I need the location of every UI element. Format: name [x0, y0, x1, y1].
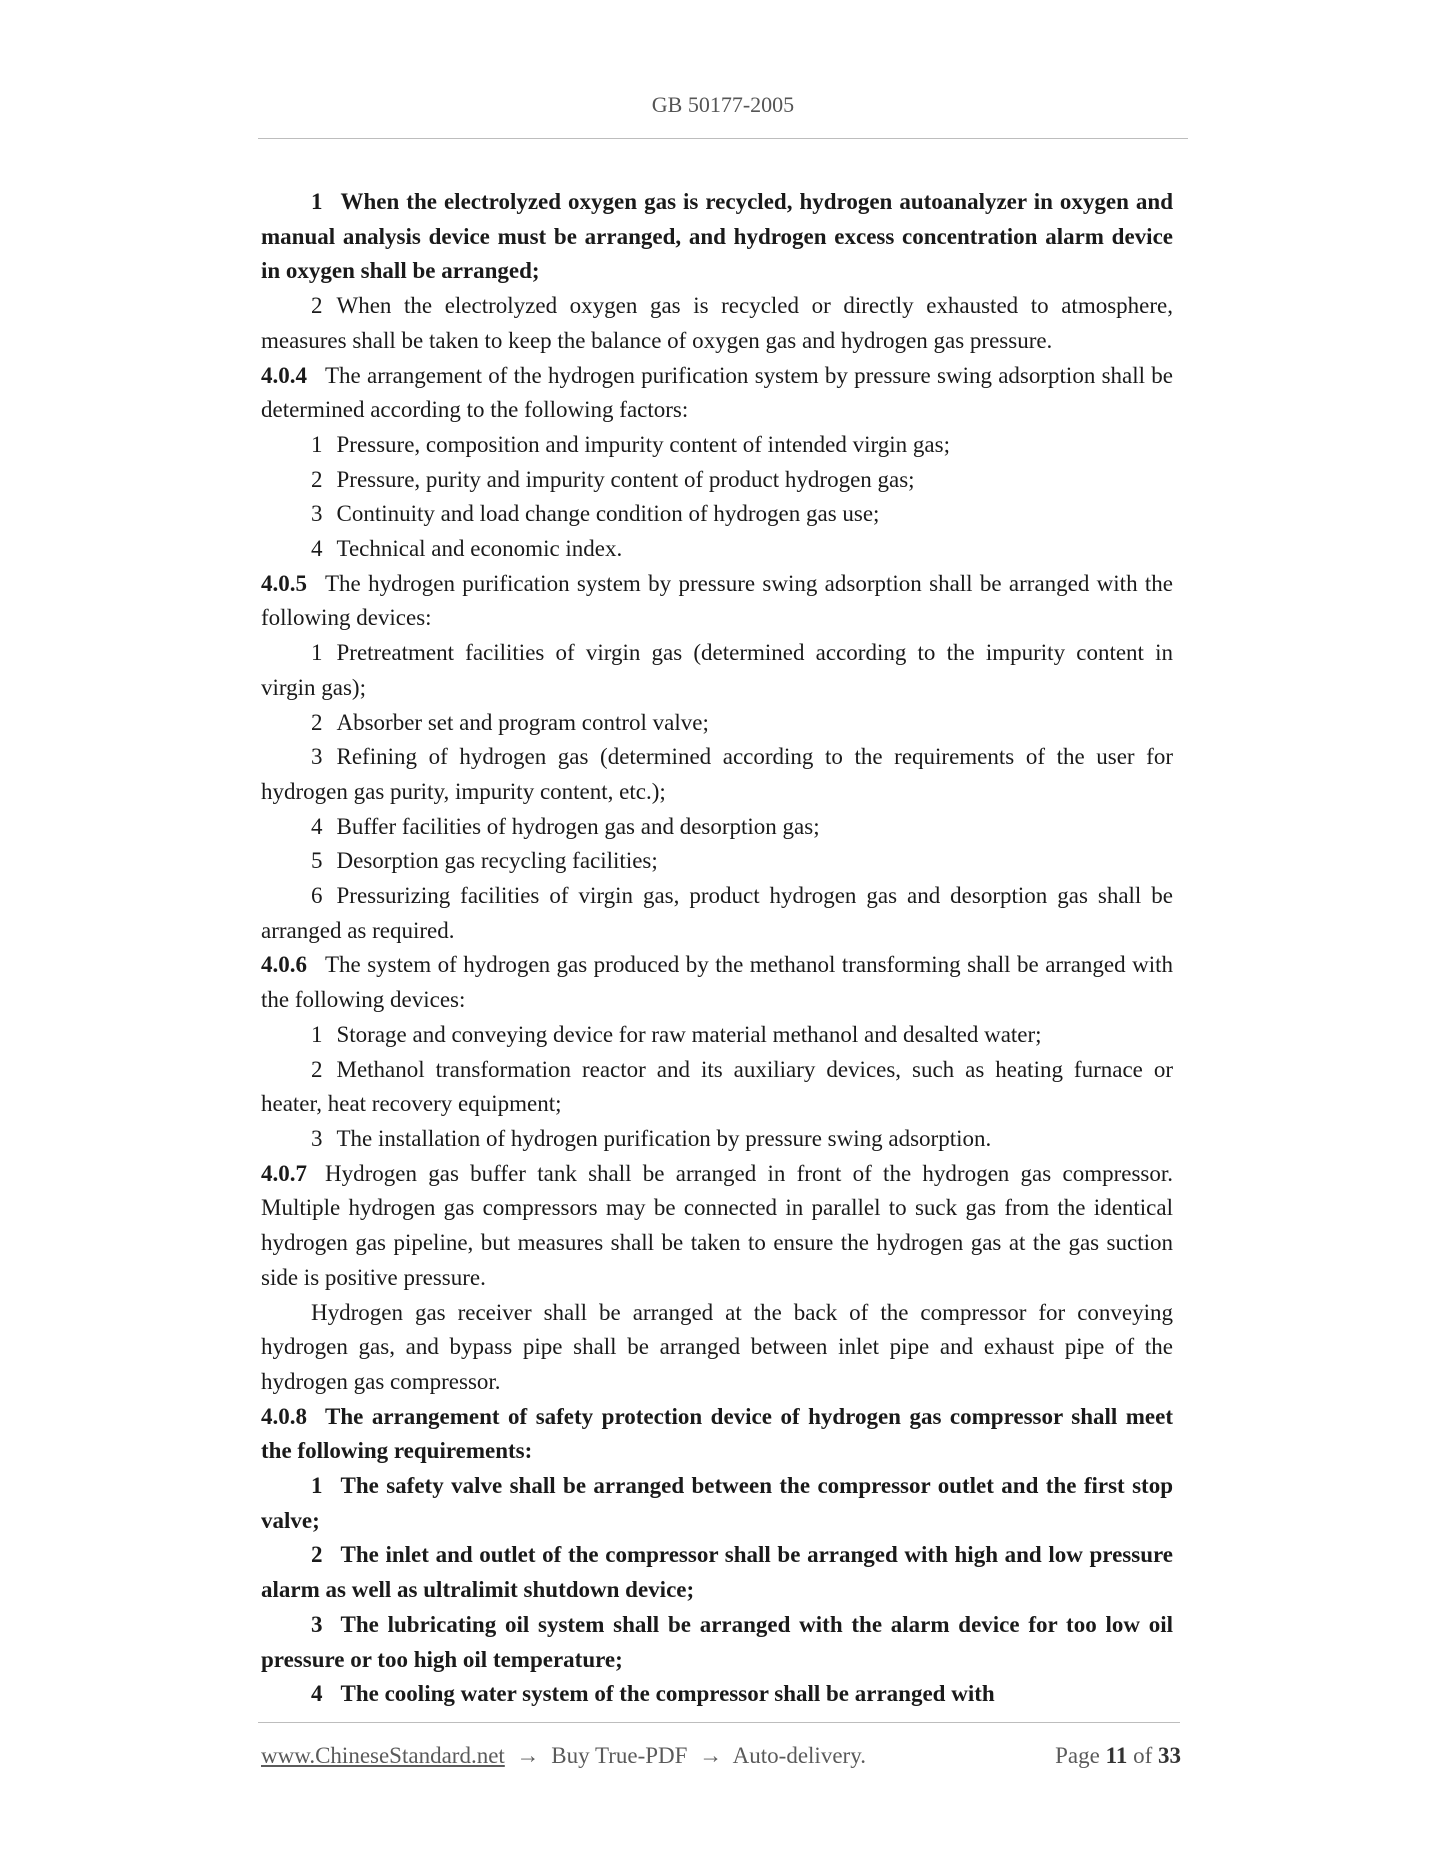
footer-divider: [258, 1722, 1180, 1723]
arrow-right-icon: →: [699, 1743, 723, 1768]
paragraph-text: Storage and conveying device for raw material methanol and desalted water;: [336, 1021, 1042, 1047]
list-item: [261, 1296, 1173, 1400]
paragraph-text: Continuity and load change condition of hydrogen gas use;: [336, 501, 880, 527]
paragraph-text: The system of hydrogen gas produced by the methanol transforming shall be arranged with the following devices:: [261, 952, 1173, 1013]
document-body: [261, 185, 1173, 1712]
item-number: 5: [311, 848, 323, 874]
of-label: of: [1133, 1743, 1153, 1768]
list-item: [261, 810, 1173, 845]
list-item: [261, 844, 1173, 879]
item-number: 1: [311, 640, 323, 666]
paragraph-text: Hydrogen gas receiver shall be arranged at the back of the compressor for conveying hydrogen gas, and bypass pipe shall be arranged between inlet pipe and exhaust pipe of the hydrogen gas compressor.: [261, 1299, 1173, 1394]
list-item: [261, 185, 1173, 289]
item-number: 2: [311, 1056, 323, 1082]
header-divider: [258, 138, 1188, 139]
page-label: Page: [1055, 1743, 1100, 1768]
item-number: 3: [311, 1125, 323, 1151]
list-item: [261, 289, 1173, 358]
arrow-right-icon: →: [516, 1743, 540, 1768]
clause-number: 4.0.6: [261, 952, 307, 978]
item-number: 4: [311, 1681, 323, 1707]
item-number: 2: [311, 293, 323, 319]
page-footer: [261, 1743, 1181, 1769]
item-number: 3: [311, 744, 323, 770]
item-number: 6: [311, 883, 323, 909]
clause-paragraph: [261, 567, 1173, 636]
list-item: [261, 879, 1173, 948]
list-item: [261, 636, 1173, 705]
list-item: [261, 497, 1173, 532]
clause-number: 4.0.5: [261, 570, 307, 596]
item-number: 2: [311, 466, 323, 492]
list-item: [261, 532, 1173, 567]
paragraph-text: The hydrogen purification system by pressure swing adsorption shall be arranged with the following devices:: [261, 570, 1173, 631]
clause-paragraph: [261, 1400, 1173, 1469]
list-item: [261, 463, 1173, 498]
clause-number: 4.0.4: [261, 362, 307, 388]
paragraph-text: The inlet and outlet of the compressor shall be arranged with high and low pressure alarm as well as ultralimit shutdown device;: [261, 1542, 1173, 1603]
list-item: [261, 428, 1173, 463]
clause-paragraph: [261, 948, 1173, 1017]
paragraph-text: When the electrolyzed oxygen gas is recycled or directly exhausted to atmosphere, measures shall be taken to keep the balance of oxygen gas and hydrogen gas pressure.: [261, 293, 1173, 353]
paragraph-text: Buffer facilities of hydrogen gas and desorption gas;: [336, 813, 820, 839]
paragraph-text: Technical and economic index.: [336, 536, 623, 562]
list-item: [261, 1608, 1173, 1677]
clause-number: 4.0.7: [261, 1160, 307, 1186]
item-number: 3: [311, 501, 323, 527]
item-number: 4: [311, 536, 323, 562]
list-item: [261, 1018, 1173, 1053]
item-number: 1: [311, 1473, 323, 1499]
paragraph-text: Methanol transformation reactor and its auxiliary devices, such as heating furnace or heater, heat recovery equipment;: [261, 1056, 1173, 1117]
list-item: [261, 1677, 1173, 1712]
item-number: 2: [311, 709, 323, 735]
paragraph-text: The arrangement of the hydrogen purification system by pressure swing adsorption shall be determined according to the following factors:: [261, 362, 1173, 423]
paragraph-text: When the electrolyzed oxygen gas is recycled, hydrogen autoanalyzer in oxygen and manual analysis device must be arranged, and hydrogen excess concentration alarm device in oxygen shall be arranged;: [261, 189, 1173, 284]
paragraph-text: Desorption gas recycling facilities;: [336, 848, 658, 874]
clause-paragraph: [261, 359, 1173, 428]
paragraph-text: Pressure, purity and impurity content of product hydrogen gas;: [336, 466, 915, 492]
item-number: 3: [311, 1611, 323, 1637]
paragraph-text: Hydrogen gas buffer tank shall be arranged in front of the hydrogen gas compressor. Multiple hydrogen gas compressors may be connected in parallel to suck gas from the identical hydrogen gas pipeline, but measures shall be taken to ensure the hydrogen gas at the gas suction side is positive pressure.: [261, 1160, 1173, 1290]
item-number: 2: [311, 1542, 323, 1568]
clause-paragraph: [261, 1157, 1173, 1296]
page-header-title: GB 50177-2005: [651, 92, 795, 117]
paragraph-text: Refining of hydrogen gas (determined according to the requirements of the user for hydrogen gas purity, impurity content, etc.);: [261, 744, 1173, 804]
page-total: 33: [1158, 1743, 1181, 1768]
buy-true-pdf-text: Buy True-PDF: [551, 1743, 688, 1768]
website-link[interactable]: www.ChineseStandard.net: [261, 1743, 505, 1768]
list-item: [261, 1538, 1173, 1607]
paragraph-text: Pretreatment facilities of virgin gas (determined according to the impurity content in virgin gas);: [261, 640, 1173, 700]
paragraph-text: Pressure, composition and impurity content of intended virgin gas;: [336, 431, 950, 457]
page-current: 11: [1105, 1743, 1128, 1768]
item-number: 1: [311, 431, 323, 457]
paragraph-text: The arrangement of safety protection device of hydrogen gas compressor shall meet the following requirements:: [261, 1403, 1173, 1464]
paragraph-text: The installation of hydrogen purification by pressure swing adsorption.: [336, 1125, 992, 1151]
list-item: [261, 706, 1173, 741]
paragraph-text: The cooling water system of the compressor shall be arranged with: [340, 1681, 995, 1707]
list-item: [261, 1053, 1173, 1122]
paragraph-text: Pressurizing facilities of virgin gas, product hydrogen gas and desorption gas shall be arranged as required.: [261, 883, 1173, 943]
list-item: [261, 1122, 1173, 1157]
paragraph-text: Absorber set and program control valve;: [336, 709, 709, 735]
item-number: 1: [311, 1021, 323, 1047]
list-item: [261, 1469, 1173, 1538]
page-indicator: [1055, 1743, 1181, 1769]
paragraph-text: The safety valve shall be arranged between the compressor outlet and the first stop valve;: [261, 1473, 1173, 1533]
list-item: [261, 740, 1173, 809]
item-number: 1: [311, 189, 323, 214]
paragraph-text: The lubricating oil system shall be arranged with the alarm device for too low oil pressure or too high oil temperature;: [261, 1611, 1173, 1672]
auto-delivery-text: Auto-delivery.: [732, 1743, 866, 1768]
clause-number: 4.0.8: [261, 1403, 307, 1429]
item-number: 4: [311, 813, 323, 839]
